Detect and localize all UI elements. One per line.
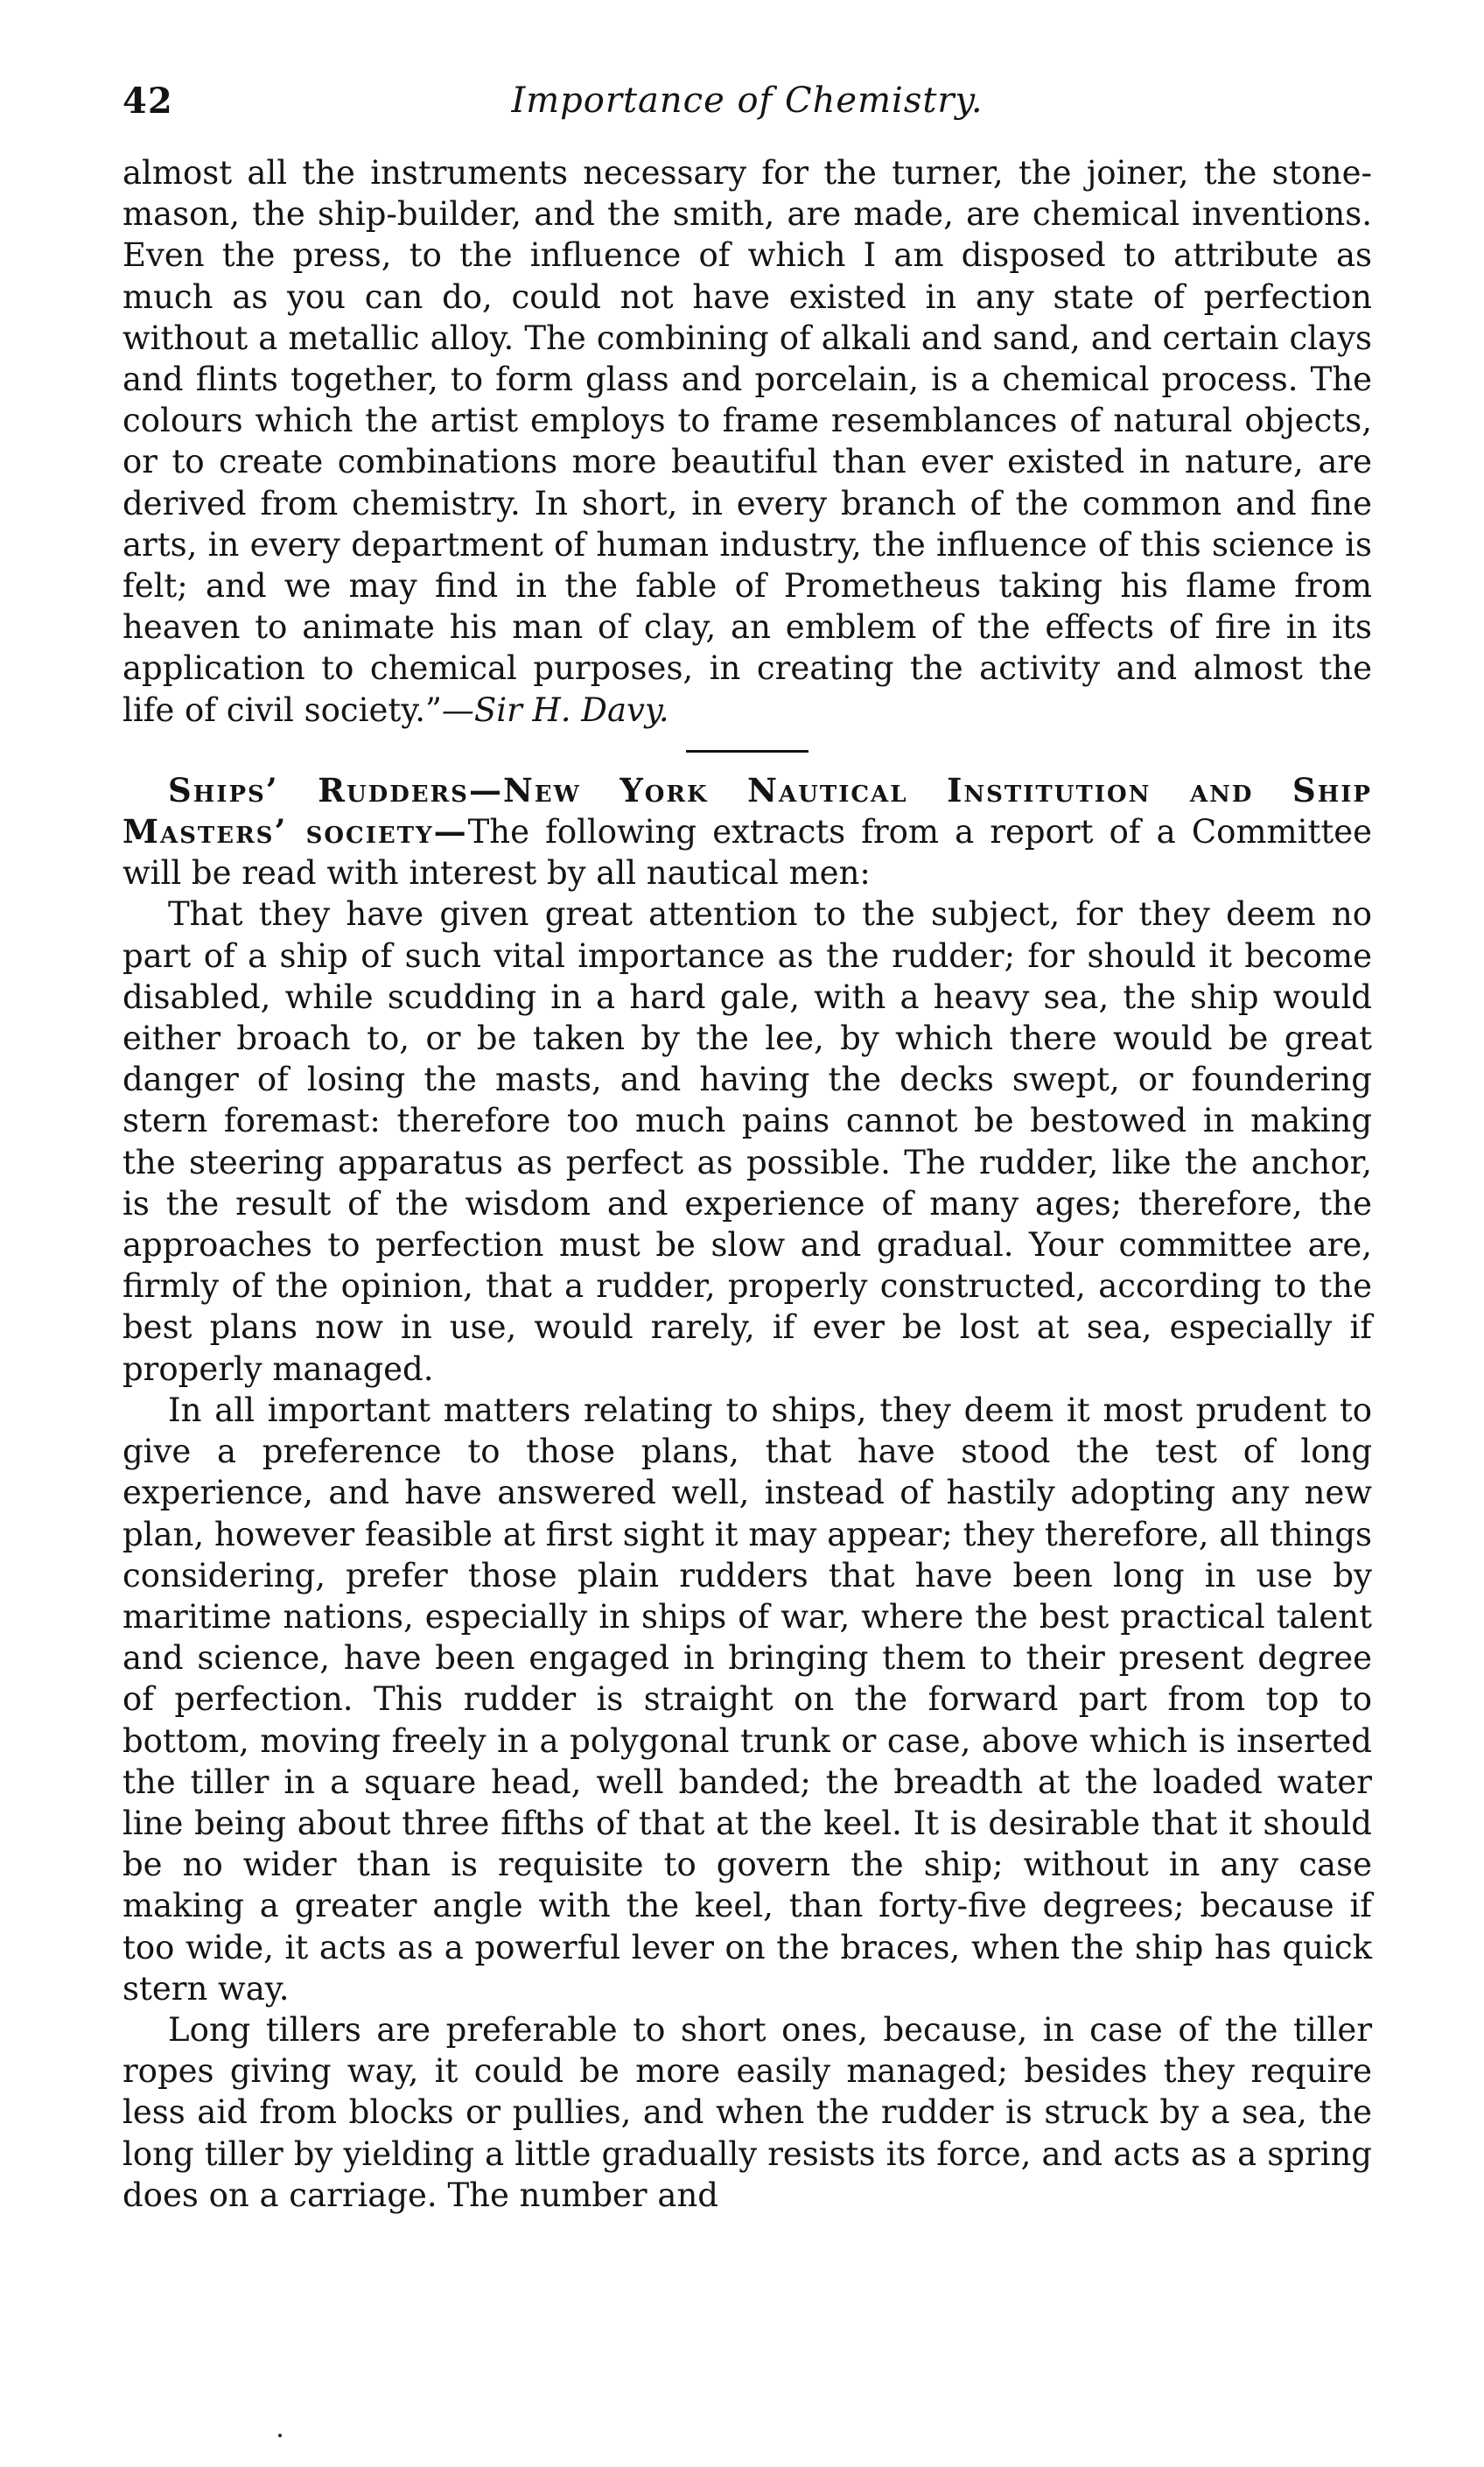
running-title: Importance of Chemistry.: [511, 81, 984, 121]
davy-quote-paragraph: [122, 152, 1372, 731]
rudders-paragraph-1: That they have given great attention to the subject, for they deem no part of a ship of such vital importance as the rudder; for should it become disabled, while scudding in a hard gale, with a heavy sea, the ship would either broach to, or be taken by the lee, by which there would be great danger of losing the masts, and having the decks swept, or foundering stern foremast: therefore too much pains cannot be bestowed in making the steering apparatus as perfect as possible. The rudder, like the anchor, is the result of the wisdom and experience of many ages; therefore, the approaches to perfection must be slow and gradual. Your committee are, firmly of the opinion, that a rudder, properly constructed, according to the best plans now in use, would rarely, if ever be lost at sea, especially if properly managed.: [122, 895, 1372, 1388]
page-number: 42: [122, 81, 173, 122]
davy-attribution: —Sir H. Davy.: [441, 690, 669, 729]
running-head: [122, 81, 1372, 130]
section-heading: Ships’ Rudders—New York Nautical Institution and Ship Masters’ society—: [122, 770, 1372, 852]
rudders-paragraph-2: In all important matters relating to ships, they deem it most prudent to give a preference to those plans, that have stood the test of long experience, and have answered well, instead of hastily adopting any new plan, however feasible at first sight it may appear; they therefore, all things considering, prefer those plain rudders that have been long in use by maritime nations, especially in ships of war, where the best practical talent and science, have been engaged in bringing them to their present degree of perfection. This rudder is straight on the forward part from top to bottom, moving freely in a polygonal trunk or case, above which is inserted the tiller in a square head, well banded; the breadth at the loaded water line being about three fifths of that at the keel. It is desirable that it should be no wider than is requisite to govern the ship; without in any case making a greater angle with the keel, than forty-five degrees; because if too wide, it acts as a powerful lever on the braces, when the ship has quick stern way.: [122, 1391, 1372, 2008]
rudders-intro-paragraph: [122, 770, 1372, 894]
rudders-intro-text: The following extracts from a report of a Committee will be read with interest by all nautical men:: [122, 813, 1372, 893]
rudders-paragraph-3: Long tillers are preferable to short ones, because, in case of the tiller ropes giving way, it could be more easily managed; besides they require less aid from blocks or pullies, and when the rudder is struck by a sea, the long tiller by yielding a little gradually resists its force, and acts as a spring does on a carriage. The number and: [122, 2010, 1372, 2214]
section-divider: [686, 750, 808, 753]
book-page: [122, 81, 1372, 2216]
davy-quote-text: almost all the instruments necessary for the turner, the joiner, the stone-mason, the ship-builder, and the smith, are made, are chemical inventions. Even the press, to the influence of which I am disposed to attribute as much as you can do, could not have existed in any state of perfection without a metallic alloy. The combining of alkali and sand, and certain clays and flints together, to form glass and porcelain, is a chemical process. The colours which the artist employs to frame resemblances of natural objects, or to create combinations more beautiful than ever existed in nature, are derived from chemistry. In short, in every branch of the common and fine arts, in every department of human industry, the influence of this science is felt; and we may find in the fable of Prometheus taking his flame from heaven to animate his man of clay, an emblem of the effects of fire in its application to chemical purposes, in creating the activity and almost the life of civil society.”: [122, 154, 1372, 729]
ink-speck: [278, 2434, 282, 2437]
